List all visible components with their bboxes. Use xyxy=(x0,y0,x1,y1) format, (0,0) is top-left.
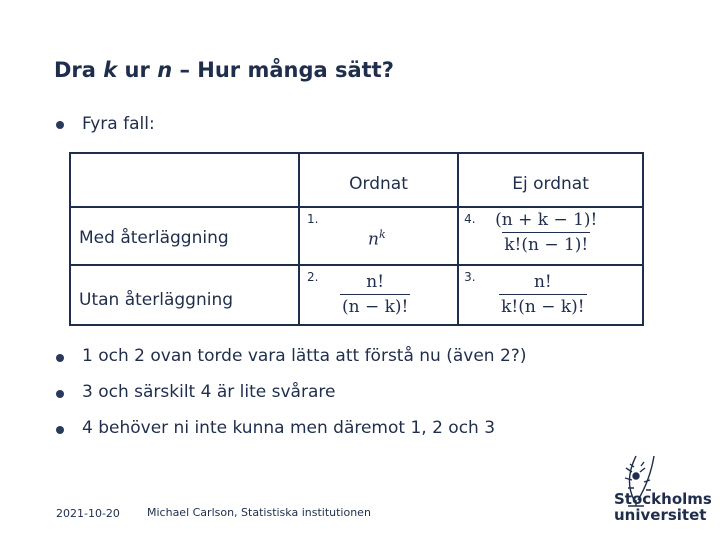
cases-table xyxy=(69,152,644,326)
header-ordered: Ordnat xyxy=(299,153,458,207)
row-label-cell-with xyxy=(70,207,299,265)
logo-text-line1: Stockholms xyxy=(614,490,712,508)
case3-number: 3. xyxy=(464,270,476,284)
bullet-text-1: 1 och 2 ovan torde vara lätta att förstå nu (även 2?) xyxy=(82,346,527,366)
footer-author: Michael Carlson, Statistiska institutionen xyxy=(147,506,371,519)
case1-cell xyxy=(299,207,458,265)
case1-number: 1. xyxy=(306,212,319,226)
bullet-dot xyxy=(56,426,64,434)
bullet-dot xyxy=(56,354,64,362)
case1-formula: $n^k$ xyxy=(367,228,386,250)
case3-cell xyxy=(458,265,643,325)
bullet-text-3: 4 behöver ni inte kunna men däremot 1, 2 och 3 xyxy=(82,418,496,438)
slide-title: Dra k ur n – Hur många sätt? xyxy=(54,58,394,82)
case2-cell xyxy=(299,265,458,325)
row-label-without: Utan återläggning xyxy=(79,290,234,310)
case4-cell xyxy=(458,207,643,265)
bullet-text-2: 3 och särskilt 4 är lite svårare xyxy=(82,382,336,402)
empty-corner-cell xyxy=(70,153,299,207)
intro-text: Fyra fall: xyxy=(82,114,155,134)
case4-formula: $\frac{(n + k - 1)!}{k!(n - 1)!}$ xyxy=(495,210,598,255)
case4-number: 4. xyxy=(464,212,476,226)
row-label-cell-without xyxy=(70,265,299,325)
case2-formula: $\frac{n!}{(n - k)!}$ xyxy=(341,272,409,317)
header-unordered: Ej ordnat xyxy=(458,153,643,207)
footer-date: 2021-10-20 xyxy=(56,507,120,520)
logo-text-line2: universitet xyxy=(614,506,707,524)
bullet-dot xyxy=(56,390,64,398)
bullet-dot xyxy=(56,121,64,129)
row-label-with: Med återläggning xyxy=(79,228,229,248)
case3-formula: $\frac{n!}{k!(n - k)!}$ xyxy=(501,272,585,317)
case2-number: 2. xyxy=(306,270,319,284)
